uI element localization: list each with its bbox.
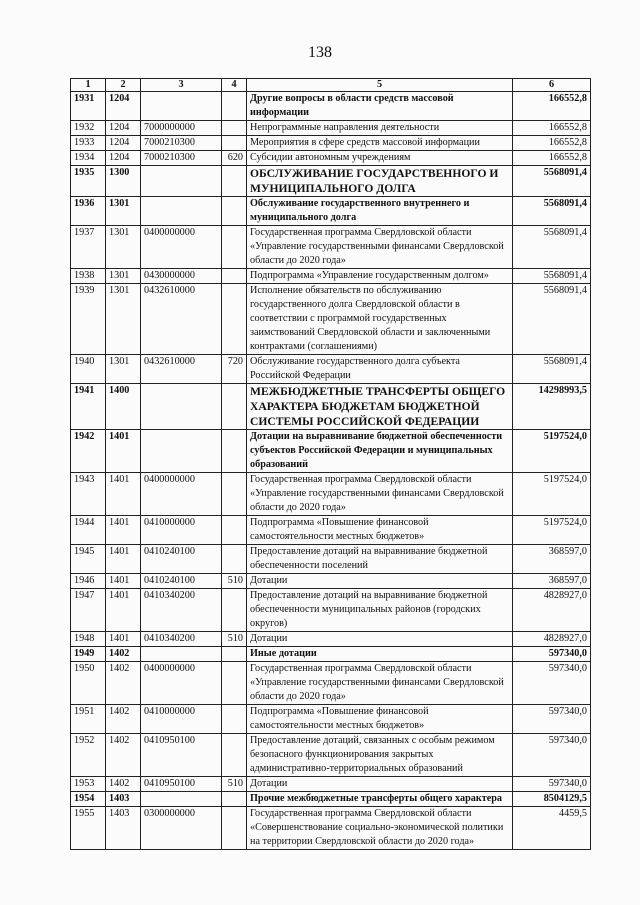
page-number: 138: [308, 44, 332, 61]
table-row: [71, 647, 591, 662]
row-number-cell: 1936: [71, 197, 106, 226]
description-cell: Предоставление дотаций на выравнивание бюджетной обеспеченности поселений: [247, 545, 513, 574]
table-row: [71, 473, 591, 516]
table-row: [71, 516, 591, 545]
table-row: [71, 574, 591, 589]
target-article-cell: 7000210300: [141, 151, 222, 166]
header-cell-6: 6: [513, 79, 591, 92]
description-cell: Прочие межбюджетные трансферты общего характера: [247, 792, 513, 807]
amount-cell: 4828927,0: [513, 632, 591, 647]
row-number-cell: 1955: [71, 807, 106, 850]
target-article-cell: 0432610000: [141, 284, 222, 355]
table-row: [71, 777, 591, 792]
expense-type-cell: [222, 197, 247, 226]
row-number-cell: 1934: [71, 151, 106, 166]
target-article-cell: 0430000000: [141, 269, 222, 284]
section-code-cell: 1401: [106, 430, 141, 473]
section-code-cell: 1401: [106, 473, 141, 516]
expense-type-cell: [222, 516, 247, 545]
amount-cell: 4459,5: [513, 807, 591, 850]
row-number-cell: 1943: [71, 473, 106, 516]
target-article-cell: [141, 792, 222, 807]
table-row: [71, 269, 591, 284]
row-number-cell: 1945: [71, 545, 106, 574]
table-row: [71, 734, 591, 777]
header-cell-4: 4: [222, 79, 247, 92]
target-article-cell: [141, 197, 222, 226]
target-article-cell: 0400000000: [141, 662, 222, 705]
header-cell-5: 5: [247, 79, 513, 92]
section-code-cell: 1301: [106, 284, 141, 355]
row-number-cell: 1953: [71, 777, 106, 792]
table-row: [71, 121, 591, 136]
description-cell: Обслуживание государственного долга субъекта Российской Федерации: [247, 355, 513, 384]
section-code-cell: 1204: [106, 121, 141, 136]
row-number-cell: 1948: [71, 632, 106, 647]
row-number-cell: 1938: [71, 269, 106, 284]
table-row: [71, 589, 591, 632]
expense-type-cell: [222, 734, 247, 777]
expense-type-cell: [222, 792, 247, 807]
amount-cell: 5568091,4: [513, 269, 591, 284]
amount-cell: 597340,0: [513, 777, 591, 792]
description-cell: Исполнение обязательств по обслуживанию государственного долга Свердловской области в соответствии с программой государственных заимствований Свердловской области и заключенными контрактами (соглашениями): [247, 284, 513, 355]
expense-type-cell: [222, 705, 247, 734]
section-code-cell: 1402: [106, 777, 141, 792]
section-code-cell: 1403: [106, 792, 141, 807]
expense-type-cell: [222, 430, 247, 473]
description-cell: Иные дотации: [247, 647, 513, 662]
table-row: [71, 430, 591, 473]
expense-type-cell: 620: [222, 151, 247, 166]
table-row: [71, 355, 591, 384]
description-cell: Государственная программа Свердловской области «Управление государственными финансами Свердловской области до 2020 года»: [247, 473, 513, 516]
description-cell: ОБСЛУЖИВАНИЕ ГОСУДАРСТВЕННОГО И МУНИЦИПАЛЬНОГО ДОЛГА: [247, 166, 513, 197]
amount-cell: 5568091,4: [513, 166, 591, 197]
expense-type-cell: [222, 473, 247, 516]
amount-cell: 166552,8: [513, 121, 591, 136]
row-number-cell: 1933: [71, 136, 106, 151]
expense-type-cell: [222, 589, 247, 632]
target-article-cell: [141, 430, 222, 473]
row-number-cell: 1944: [71, 516, 106, 545]
expense-type-cell: [222, 284, 247, 355]
table-row: [71, 136, 591, 151]
amount-cell: 14298993,5: [513, 384, 591, 430]
amount-cell: 368597,0: [513, 545, 591, 574]
table-row: [71, 705, 591, 734]
description-cell: Дотации: [247, 632, 513, 647]
target-article-cell: 0410000000: [141, 516, 222, 545]
header-cell-1: 1: [71, 79, 106, 92]
description-cell: Дотации: [247, 777, 513, 792]
expense-type-cell: 720: [222, 355, 247, 384]
description-cell: Предоставление дотаций на выравнивание бюджетной обеспеченности муниципальных районов (городских округов): [247, 589, 513, 632]
section-code-cell: 1402: [106, 662, 141, 705]
target-article-cell: 0410000000: [141, 705, 222, 734]
section-code-cell: 1204: [106, 151, 141, 166]
row-number-cell: 1947: [71, 589, 106, 632]
table-row: [71, 166, 591, 197]
section-code-cell: 1204: [106, 136, 141, 151]
table-row: [71, 284, 591, 355]
table-row: [71, 384, 591, 430]
section-code-cell: 1300: [106, 166, 141, 197]
section-code-cell: 1301: [106, 355, 141, 384]
description-cell: МЕЖБЮДЖЕТНЫЕ ТРАНСФЕРТЫ ОБЩЕГО ХАРАКТЕРА БЮДЖЕТАМ БЮДЖЕТНОЙ СИСТЕМЫ РОССИЙСКОЙ ФЕДЕРАЦИИ: [247, 384, 513, 430]
amount-cell: 5568091,4: [513, 197, 591, 226]
description-cell: Другие вопросы в области средств массовой информации: [247, 92, 513, 121]
amount-cell: 5568091,4: [513, 355, 591, 384]
description-cell: Мероприятия в сфере средств массовой информации: [247, 136, 513, 151]
expense-type-cell: [222, 92, 247, 121]
target-article-cell: [141, 384, 222, 430]
section-code-cell: 1301: [106, 226, 141, 269]
row-number-cell: 1952: [71, 734, 106, 777]
amount-cell: 5568091,4: [513, 226, 591, 269]
target-article-cell: 0432610000: [141, 355, 222, 384]
amount-cell: 5197524,0: [513, 473, 591, 516]
row-number-cell: 1950: [71, 662, 106, 705]
row-number-cell: 1932: [71, 121, 106, 136]
section-code-cell: 1401: [106, 545, 141, 574]
section-code-cell: 1401: [106, 574, 141, 589]
section-code-cell: 1301: [106, 197, 141, 226]
table-row: [71, 226, 591, 269]
description-cell: Государственная программа Свердловской области «Управление государственными финансами Свердловской области до 2020 года»: [247, 662, 513, 705]
amount-cell: 166552,8: [513, 151, 591, 166]
amount-cell: 5197524,0: [513, 430, 591, 473]
amount-cell: 597340,0: [513, 734, 591, 777]
table-row: [71, 197, 591, 226]
target-article-cell: 0300000000: [141, 807, 222, 850]
expense-type-cell: [222, 545, 247, 574]
section-code-cell: 1402: [106, 734, 141, 777]
section-code-cell: 1401: [106, 632, 141, 647]
description-cell: Субсидии автономным учреждениям: [247, 151, 513, 166]
expense-type-cell: [222, 269, 247, 284]
description-cell: Дотации: [247, 574, 513, 589]
amount-cell: 4828927,0: [513, 589, 591, 632]
row-number-cell: 1935: [71, 166, 106, 197]
expense-type-cell: 510: [222, 632, 247, 647]
amount-cell: 5568091,4: [513, 284, 591, 355]
amount-cell: 166552,8: [513, 136, 591, 151]
section-code-cell: 1402: [106, 705, 141, 734]
expense-type-cell: [222, 662, 247, 705]
row-number-cell: 1939: [71, 284, 106, 355]
section-code-cell: 1402: [106, 647, 141, 662]
target-article-cell: 0400000000: [141, 226, 222, 269]
description-cell: Предоставление дотаций, связанных с особым режимом безопасного функционирования закрытых административно-территориальных образований: [247, 734, 513, 777]
row-number-cell: 1951: [71, 705, 106, 734]
table-row: [71, 662, 591, 705]
amount-cell: 166552,8: [513, 92, 591, 121]
target-article-cell: 0410240100: [141, 574, 222, 589]
amount-cell: 368597,0: [513, 574, 591, 589]
target-article-cell: 0410950100: [141, 734, 222, 777]
expense-type-cell: [222, 226, 247, 269]
header-row: [71, 79, 591, 92]
section-code-cell: 1400: [106, 384, 141, 430]
target-article-cell: 0400000000: [141, 473, 222, 516]
expense-type-cell: [222, 807, 247, 850]
table-row: [71, 151, 591, 166]
expense-type-cell: [222, 166, 247, 197]
row-number-cell: 1942: [71, 430, 106, 473]
row-number-cell: 1937: [71, 226, 106, 269]
expense-type-cell: [222, 121, 247, 136]
amount-cell: 597340,0: [513, 647, 591, 662]
table-row: [71, 632, 591, 647]
expense-type-cell: 510: [222, 777, 247, 792]
budget-table: [70, 78, 591, 850]
table-row: [71, 92, 591, 121]
description-cell: Непрограммные направления деятельности: [247, 121, 513, 136]
row-number-cell: 1941: [71, 384, 106, 430]
row-number-cell: 1954: [71, 792, 106, 807]
section-code-cell: 1401: [106, 589, 141, 632]
table-row: [71, 545, 591, 574]
target-article-cell: 7000210300: [141, 136, 222, 151]
row-number-cell: 1940: [71, 355, 106, 384]
description-cell: Государственная программа Свердловской области «Управление государственными финансами Свердловской области до 2020 года»: [247, 226, 513, 269]
amount-cell: 8504129,5: [513, 792, 591, 807]
section-code-cell: 1401: [106, 516, 141, 545]
table-row: [71, 792, 591, 807]
target-article-cell: [141, 647, 222, 662]
row-number-cell: 1949: [71, 647, 106, 662]
target-article-cell: 0410240100: [141, 545, 222, 574]
description-cell: Подпрограмма «Повышение финансовой самостоятельности местных бюджетов»: [247, 705, 513, 734]
row-number-cell: 1946: [71, 574, 106, 589]
table-row: [71, 807, 591, 850]
section-code-cell: 1301: [106, 269, 141, 284]
section-code-cell: 1403: [106, 807, 141, 850]
header-cell-2: 2: [106, 79, 141, 92]
expense-type-cell: [222, 647, 247, 662]
target-article-cell: [141, 166, 222, 197]
expense-type-cell: 510: [222, 574, 247, 589]
section-code-cell: 1204: [106, 92, 141, 121]
header-cell-3: 3: [141, 79, 222, 92]
amount-cell: 597340,0: [513, 705, 591, 734]
description-cell: Дотации на выравнивание бюджетной обеспеченности субъектов Российской Федерации и муниципальных образований: [247, 430, 513, 473]
description-cell: Государственная программа Свердловской области «Совершенствование социально-экономической политики на территории Свердловской области до 2020 года»: [247, 807, 513, 850]
target-article-cell: 0410950100: [141, 777, 222, 792]
row-number-cell: 1931: [71, 92, 106, 121]
target-article-cell: 7000000000: [141, 121, 222, 136]
amount-cell: 5197524,0: [513, 516, 591, 545]
target-article-cell: [141, 92, 222, 121]
expense-type-cell: [222, 136, 247, 151]
expense-type-cell: [222, 384, 247, 430]
target-article-cell: 0410340200: [141, 632, 222, 647]
description-cell: Подпрограмма «Управление государственным долгом»: [247, 269, 513, 284]
target-article-cell: 0410340200: [141, 589, 222, 632]
description-cell: Подпрограмма «Повышение финансовой самостоятельности местных бюджетов»: [247, 516, 513, 545]
amount-cell: 597340,0: [513, 662, 591, 705]
description-cell: Обслуживание государственного внутреннего и муниципального долга: [247, 197, 513, 226]
